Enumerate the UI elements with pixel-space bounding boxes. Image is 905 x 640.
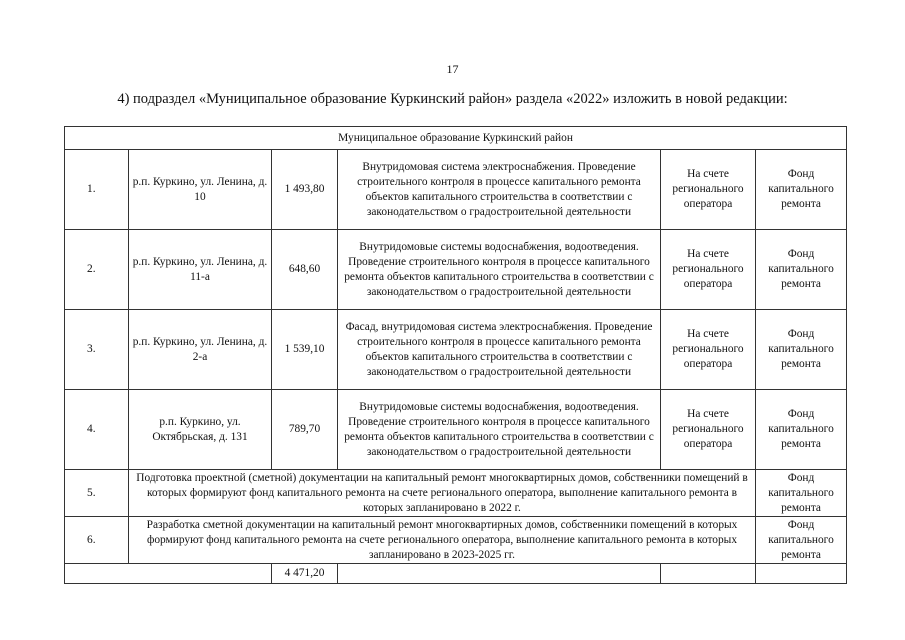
- row-number: 1.: [65, 150, 129, 230]
- section-heading: 4) подраздел «Муниципальное образование Куркинский район» раздела «2022» изложить в новой редакции:: [117, 91, 788, 107]
- work-description-cell: Разработка сметной документации на капитальный ремонт многоквартирных домов, собственники помещений в которых формируют фонд капитального ремонта на счете регионального оператора, выполнение капитального ремонта в которых запланировано в 2023-2025 гг.: [129, 517, 756, 564]
- work-description-cell: Фасад, внутридомовая система электроснабжения. Проведение строительного контроля в процессе капитального ремонта объектов капитального строительства в соответствии с законодательством о градостроительной деятельности: [338, 310, 661, 390]
- fund-cell: Фонд капитального ремонта: [756, 517, 847, 564]
- address-cell: р.п. Куркино, ул. Октябрьская, д. 131: [129, 390, 272, 470]
- empty-cell: [756, 564, 847, 584]
- amount-cell: 789,70: [272, 390, 338, 470]
- table-row: [65, 390, 847, 470]
- total-row: [65, 564, 847, 584]
- table-section-header-row: [65, 127, 847, 150]
- account-cell: На счете регионального оператора: [661, 390, 756, 470]
- fund-cell: Фонд капитального ремонта: [756, 310, 847, 390]
- account-cell: На счете регионального оператора: [661, 230, 756, 310]
- account-cell: На счете регионального оператора: [661, 150, 756, 230]
- table-row: [65, 310, 847, 390]
- empty-cell: [65, 564, 272, 584]
- page-number: 17: [446, 62, 459, 76]
- amount-cell: 1 493,80: [272, 150, 338, 230]
- address-cell: р.п. Куркино, ул. Ленина, д. 2-а: [129, 310, 272, 390]
- work-description-cell: Внутридомовые системы водоснабжения, водоотведения. Проведение строительного контроля в процессе капитального ремонта объектов капитального строительства в соответствии с законодательством о градостроительной деятельности: [338, 230, 661, 310]
- table-row: [65, 150, 847, 230]
- table-row: [65, 517, 847, 564]
- account-cell: На счете регионального оператора: [661, 310, 756, 390]
- work-description-cell: Внутридомовая система электроснабжения. Проведение строительного контроля в процессе капитального ремонта объектов капитального строительства в соответствии с законодательством о градостроительной деятельности: [338, 150, 661, 230]
- work-description-cell: Подготовка проектной (сметной) документации на капитальный ремонт многоквартирных домов, собственники помещений в которых формируют фонд капитального ремонта на счете регионального оператора, выполнение капитального ремонта в которых запланировано в 2022 г.: [129, 470, 756, 517]
- table-row: [65, 470, 847, 517]
- empty-cell: [661, 564, 756, 584]
- table-row: [65, 230, 847, 310]
- empty-cell: [338, 564, 661, 584]
- total-amount-cell: 4 471,20: [272, 564, 338, 584]
- fund-cell: Фонд капитального ремонта: [756, 470, 847, 517]
- address-cell: р.п. Куркино, ул. Ленина, д. 10: [129, 150, 272, 230]
- work-description-cell: Внутридомовые системы водоснабжения, водоотведения. Проведение строительного контроля в процессе капитального ремонта объектов капитального строительства в соответствии с законодательством о градостроительной деятельности: [338, 390, 661, 470]
- row-number: 6.: [65, 517, 129, 564]
- row-number: 4.: [65, 390, 129, 470]
- amount-cell: 648,60: [272, 230, 338, 310]
- fund-cell: Фонд капитального ремонта: [756, 150, 847, 230]
- section-title-cell: Муниципальное образование Куркинский район: [65, 127, 847, 150]
- repair-program-table: [64, 126, 847, 584]
- row-number: 2.: [65, 230, 129, 310]
- address-cell: р.п. Куркино, ул. Ленина, д. 11-а: [129, 230, 272, 310]
- fund-cell: Фонд капитального ремонта: [756, 230, 847, 310]
- row-number: 5.: [65, 470, 129, 517]
- amount-cell: 1 539,10: [272, 310, 338, 390]
- row-number: 3.: [65, 310, 129, 390]
- fund-cell: Фонд капитального ремонта: [756, 390, 847, 470]
